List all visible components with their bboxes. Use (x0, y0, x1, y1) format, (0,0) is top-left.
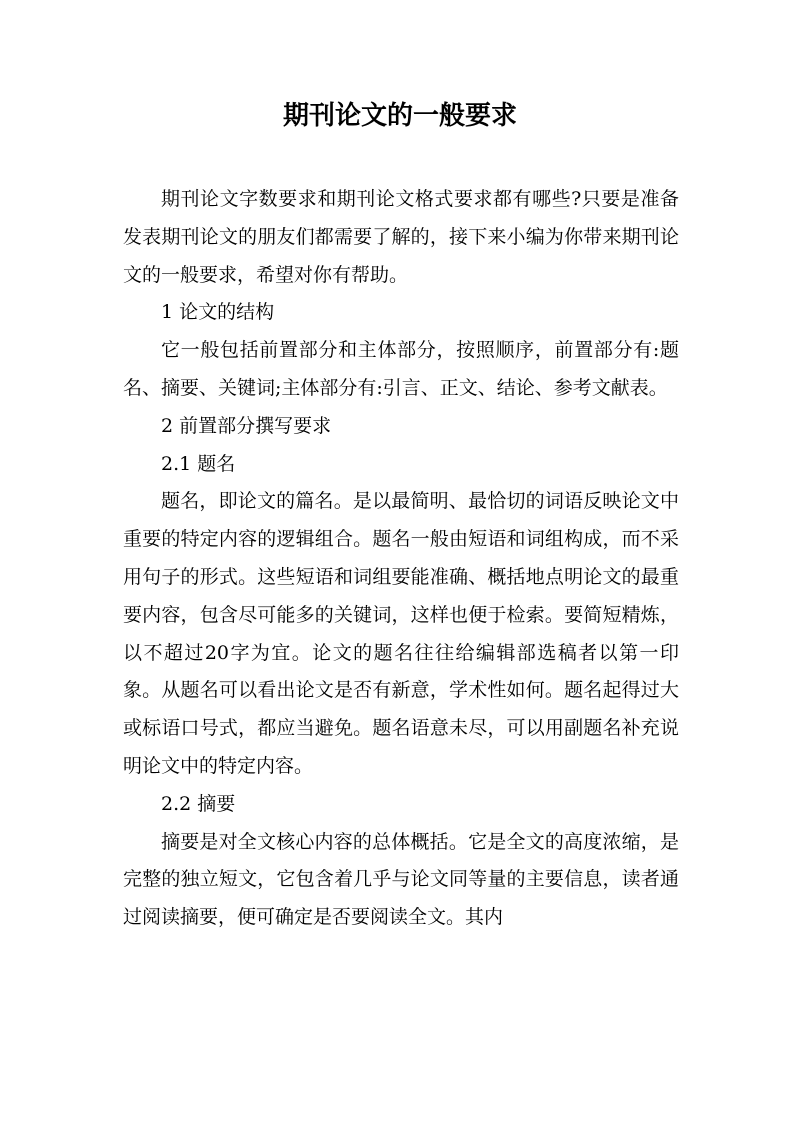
section-heading-structure: 1 论文的结构 (161, 301, 275, 324)
document-title: 期刊论文的一般要求 (282, 101, 517, 131)
subsection-heading-abstract: 2.2 摘要 (161, 792, 236, 815)
section-heading-front-matter: 2 前置部分撰写要求 (161, 414, 332, 437)
abstract-paragraph: 摘要是对全文核心内容的总体概括。它是全文的高度浓缩，是完整的独立短文，它包含着几乎与论文同等量的主要信息，读者通过阅读摘要，便可确定是否要阅读全文。其内 (123, 830, 679, 929)
title-paragraph: 题名，即论文的篇名。是以最简明、最恰切的词语反映论文中重要的特定内容的逻辑组合。题名一般由短语和词组构成，而不采用句子的形式。这些短语和词组要能准确、概括地点明论文的最重要内容，包含尽可能多的关键词，这样也便于检索。要简短精炼，以不超过20字为宜。论文的题名往往给编辑部选稿者以第一印象。从题名可以看出论文是否有新意，学术性如何。题名起得过大或标语口号式，都应当避免。题名语意未尽，可以用副题名补充说明论文中的特定内容。 (123, 490, 679, 777)
intro-paragraph: 期刊论文字数要求和期刊论文格式要求都有哪些?只要是准备发表期刊论文的朋友们都需要了解的，接下来小编为你带来期刊论文的一般要求，希望对你有帮助。 (123, 188, 679, 286)
subsection-heading-title: 2.1 题名 (161, 452, 236, 475)
structure-paragraph: 它一般包括前置部分和主体部分，按照顺序，前置部分有:题名、摘要、关键词;主体部分有:引言、正文、结论、参考文献表。 (123, 339, 679, 399)
document-body (123, 181, 679, 937)
